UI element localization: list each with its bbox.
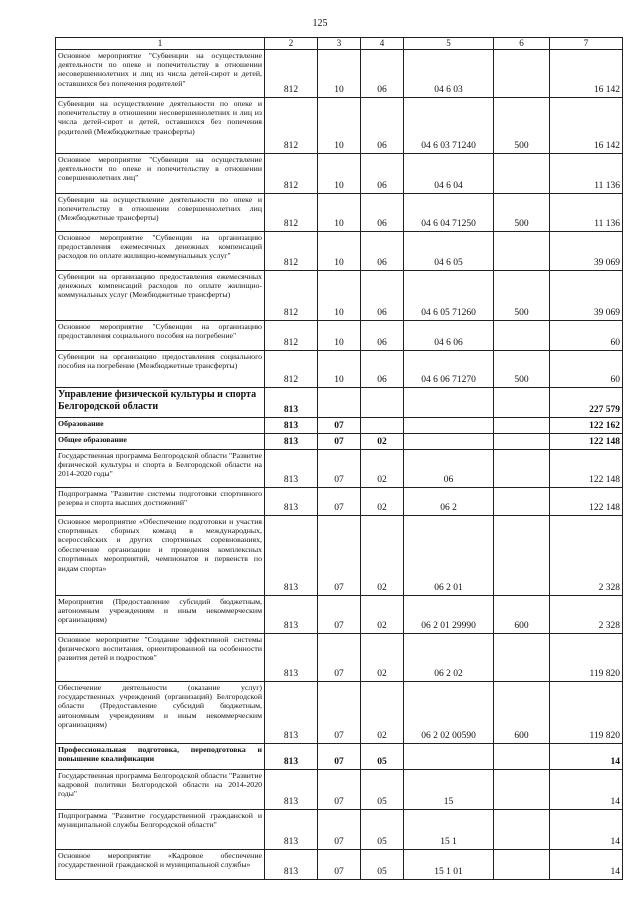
- row-code-target: 04 6 05: [404, 231, 494, 270]
- table-row: [56, 231, 623, 270]
- row-name: Мероприятия (Предоставление субсидий бюджетным, автономным учреждениям и иным некоммерческим организациям): [56, 595, 265, 633]
- row-code-section: 07: [318, 515, 361, 595]
- row-amount: 122 148: [550, 433, 623, 449]
- row-name: Субвенции на организацию предоставления социального пособия на погребение (Межбюджетные трансферты): [56, 350, 265, 387]
- row-name: Государственная программа Белгородской области "Развитие физической культуры и спорта в Белгородской области на 2014-2020 годы": [56, 449, 265, 487]
- row-code-section: 07: [318, 595, 361, 633]
- row-name: Основное мероприятие «Обеспечение подготовки и участия спортивных сборных команд в международных, всероссийских и других спортивных соревнованиях, обеспечение организации и проведения комплексных спортивных мероприятий, чемпионатов и первенств по видам спорта»: [56, 515, 265, 595]
- row-code-expense-type: [494, 417, 550, 433]
- row-code-ministry: 813: [265, 387, 318, 417]
- row-name: Общее образование: [56, 433, 265, 449]
- row-code-subsection: 06: [361, 231, 404, 270]
- row-code-target: [404, 433, 494, 449]
- table-body: [56, 49, 623, 879]
- row-code-expense-type: [494, 387, 550, 417]
- table-row: [56, 769, 623, 809]
- row-code-expense-type: 600: [494, 681, 550, 743]
- row-code-target: [404, 417, 494, 433]
- row-name: Обеспечение деятельности (оказание услуг) государственных учреждений (организаций) Белгородской области (Предоставление субсидий бюджетным, автономным учреждениям и иным некоммерческим организациям): [56, 681, 265, 743]
- row-amount: 119 820: [550, 633, 623, 681]
- row-code-section: 07: [318, 849, 361, 879]
- row-amount: 60: [550, 320, 623, 350]
- row-amount: 16 142: [550, 97, 623, 153]
- row-code-expense-type: 500: [494, 193, 550, 231]
- row-name: Подпрограмма "Развитие государственной гражданской и муниципальной службы Белгородской области": [56, 809, 265, 849]
- row-code-section: 07: [318, 743, 361, 769]
- row-code-section: 10: [318, 350, 361, 387]
- row-code-subsection: 02: [361, 681, 404, 743]
- row-code-ministry: 812: [265, 97, 318, 153]
- row-code-section: 10: [318, 193, 361, 231]
- row-code-ministry: 812: [265, 231, 318, 270]
- row-amount: 60: [550, 350, 623, 387]
- row-code-target: 06 2 01 29990: [404, 595, 494, 633]
- row-code-expense-type: [494, 49, 550, 97]
- row-code-section: [318, 387, 361, 417]
- table-row: [56, 515, 623, 595]
- row-amount: 39 069: [550, 231, 623, 270]
- column-header: 4: [361, 38, 404, 50]
- row-code-subsection: 06: [361, 153, 404, 193]
- row-name: Субвенции на осуществление деятельности по опеке и попечительству в отношении несовершеннолетних и лиц из числа детей-сирот и детей, оставшихся без попечения родителей (Межбюджетные трансферты): [56, 97, 265, 153]
- row-code-expense-type: [494, 231, 550, 270]
- row-code-ministry: 813: [265, 515, 318, 595]
- row-name: Профессиональная подготовка, переподготовка и повышение квалификации: [56, 743, 265, 769]
- row-code-expense-type: [494, 849, 550, 879]
- row-code-section: 10: [318, 97, 361, 153]
- row-code-expense-type: [494, 809, 550, 849]
- row-code-target: 04 6 03: [404, 49, 494, 97]
- row-code-ministry: 812: [265, 49, 318, 97]
- row-code-subsection: 06: [361, 350, 404, 387]
- row-code-subsection: 05: [361, 809, 404, 849]
- row-code-target: 06: [404, 449, 494, 487]
- table-row: [56, 350, 623, 387]
- row-amount: 14: [550, 849, 623, 879]
- row-code-target: 06 2 02 00590: [404, 681, 494, 743]
- row-code-expense-type: [494, 449, 550, 487]
- column-header: 1: [56, 38, 265, 50]
- row-code-expense-type: 500: [494, 97, 550, 153]
- row-code-expense-type: [494, 487, 550, 515]
- row-code-target: 04 6 04 71250: [404, 193, 494, 231]
- page-number: 125: [312, 18, 328, 29]
- row-code-target: 06 2 02: [404, 633, 494, 681]
- row-code-expense-type: 600: [494, 595, 550, 633]
- table-row: [56, 320, 623, 350]
- row-code-subsection: 05: [361, 743, 404, 769]
- table-row: [56, 849, 623, 879]
- row-code-ministry: 812: [265, 270, 318, 320]
- row-amount: 227 579: [550, 387, 623, 417]
- row-code-target: 04 6 06 71270: [404, 350, 494, 387]
- table-row: [56, 417, 623, 433]
- row-code-ministry: 813: [265, 809, 318, 849]
- row-code-ministry: 812: [265, 350, 318, 387]
- row-code-subsection: 06: [361, 193, 404, 231]
- table-row: [56, 193, 623, 231]
- table-row: [56, 49, 623, 97]
- row-amount: 16 142: [550, 49, 623, 97]
- row-code-expense-type: [494, 320, 550, 350]
- table-row: [56, 449, 623, 487]
- row-code-section: 07: [318, 433, 361, 449]
- row-code-subsection: 02: [361, 433, 404, 449]
- row-amount: 14: [550, 769, 623, 809]
- row-code-target: 04 6 05 71260: [404, 270, 494, 320]
- row-code-section: 07: [318, 449, 361, 487]
- row-code-subsection: 06: [361, 320, 404, 350]
- row-code-section: 07: [318, 769, 361, 809]
- row-code-section: 10: [318, 49, 361, 97]
- row-code-subsection: [361, 387, 404, 417]
- table-row: [56, 97, 623, 153]
- row-name: Основное мероприятие "Субвенция на осуществление деятельности по опеке и попечительству в отношении совершеннолетних лиц": [56, 153, 265, 193]
- row-name: Основное мероприятие "Субвенции на организацию предоставления социального пособия на погребение": [56, 320, 265, 350]
- row-code-expense-type: 500: [494, 270, 550, 320]
- row-name: Субвенции на организацию предоставления ежемесячных денежных компенсаций расходов по оплате жилищно-коммунальных услуг (Межбюджетные трансферты): [56, 270, 265, 320]
- column-header: 2: [265, 38, 318, 50]
- row-code-ministry: 812: [265, 193, 318, 231]
- row-amount: 119 820: [550, 681, 623, 743]
- row-code-ministry: 813: [265, 595, 318, 633]
- row-code-expense-type: 500: [494, 350, 550, 387]
- row-code-section: 10: [318, 320, 361, 350]
- row-code-ministry: 813: [265, 743, 318, 769]
- row-amount: 14: [550, 809, 623, 849]
- row-code-target: 15: [404, 769, 494, 809]
- row-code-subsection: 06: [361, 49, 404, 97]
- table-row: [56, 595, 623, 633]
- row-code-section: 10: [318, 270, 361, 320]
- row-name: Основное мероприятие "Создание эффективной системы физического воспитания, ориентированной на особенности развития детей и подростков": [56, 633, 265, 681]
- row-name: Государственная программа Белгородской области "Развитие кадровой политики Белгородской области на 2014-2020 годы": [56, 769, 265, 809]
- row-amount: 122 162: [550, 417, 623, 433]
- row-code-target: 04 6 06: [404, 320, 494, 350]
- table-row: [56, 487, 623, 515]
- row-code-ministry: 813: [265, 449, 318, 487]
- row-amount: 2 328: [550, 595, 623, 633]
- column-header: 5: [404, 38, 494, 50]
- row-code-ministry: 812: [265, 320, 318, 350]
- row-code-target: 06 2 01: [404, 515, 494, 595]
- row-name: Подпрограмма "Развитие системы подготовки спортивного резерва и спорта высших достижений": [56, 487, 265, 515]
- row-code-section: 10: [318, 153, 361, 193]
- row-name: Субвенции на осуществление деятельности по опеке и попечительству в отношении совершеннолетних лиц (Межбюджетные трансферты): [56, 193, 265, 231]
- row-amount: 14: [550, 743, 623, 769]
- row-code-ministry: 812: [265, 153, 318, 193]
- row-code-subsection: 02: [361, 487, 404, 515]
- row-code-target: 04 6 03 71240: [404, 97, 494, 153]
- row-code-expense-type: [494, 515, 550, 595]
- row-code-ministry: 813: [265, 769, 318, 809]
- row-code-ministry: 813: [265, 849, 318, 879]
- table-row: [56, 387, 623, 417]
- row-code-expense-type: [494, 433, 550, 449]
- row-code-ministry: 813: [265, 433, 318, 449]
- row-code-target: 15 1 01: [404, 849, 494, 879]
- table-row: [56, 809, 623, 849]
- row-code-subsection: 05: [361, 849, 404, 879]
- row-name: Управление физической культуры и спорта Белгородской области: [56, 387, 265, 417]
- row-code-subsection: [361, 417, 404, 433]
- row-code-subsection: 02: [361, 633, 404, 681]
- table-row: [56, 270, 623, 320]
- row-code-section: 07: [318, 487, 361, 515]
- table-row: [56, 743, 623, 769]
- row-code-expense-type: [494, 633, 550, 681]
- row-code-section: 10: [318, 231, 361, 270]
- row-amount: 11 136: [550, 153, 623, 193]
- row-code-subsection: 02: [361, 595, 404, 633]
- row-code-target: 15 1: [404, 809, 494, 849]
- row-code-target: 04 6 04: [404, 153, 494, 193]
- row-code-subsection: 02: [361, 515, 404, 595]
- row-code-target: 06 2: [404, 487, 494, 515]
- row-code-target: [404, 387, 494, 417]
- row-code-ministry: 813: [265, 633, 318, 681]
- table-row: [56, 433, 623, 449]
- row-amount: 122 148: [550, 449, 623, 487]
- row-name: Образование: [56, 417, 265, 433]
- table-row: [56, 633, 623, 681]
- table-row: [56, 153, 623, 193]
- row-amount: 2 328: [550, 515, 623, 595]
- row-code-ministry: 813: [265, 487, 318, 515]
- budget-table: [55, 37, 623, 880]
- column-header: 6: [494, 38, 550, 50]
- row-code-section: 07: [318, 681, 361, 743]
- row-code-expense-type: [494, 769, 550, 809]
- row-code-subsection: 05: [361, 769, 404, 809]
- row-code-ministry: 813: [265, 417, 318, 433]
- row-amount: 39 069: [550, 270, 623, 320]
- row-code-subsection: 06: [361, 97, 404, 153]
- row-code-subsection: 06: [361, 270, 404, 320]
- row-code-section: 07: [318, 633, 361, 681]
- row-name: Основное мероприятие "Субвенции на организацию предоставления ежемесячных денежных компенсаций расходов по оплате жилищно-коммунальных услуг": [56, 231, 265, 270]
- row-code-section: 07: [318, 809, 361, 849]
- row-code-expense-type: [494, 153, 550, 193]
- table-row: [56, 681, 623, 743]
- row-name: Основное мероприятие «Кадровое обеспечение государственной гражданской и муниципальной службы»: [56, 849, 265, 879]
- row-amount: 11 136: [550, 193, 623, 231]
- column-header: 3: [318, 38, 361, 50]
- row-amount: 122 148: [550, 487, 623, 515]
- row-code-subsection: 02: [361, 449, 404, 487]
- row-code-ministry: 813: [265, 681, 318, 743]
- row-name: Основное мероприятие "Субвенции на осуществление деятельности по опеке и попечительству в отношении несовершеннолетних и лиц из числа детей-сирот и детей, оставшихся без попечения родителей": [56, 49, 265, 97]
- row-code-section: 07: [318, 417, 361, 433]
- column-header-row: [56, 38, 623, 50]
- row-code-target: [404, 743, 494, 769]
- row-code-expense-type: [494, 743, 550, 769]
- column-header: 7: [550, 38, 623, 50]
